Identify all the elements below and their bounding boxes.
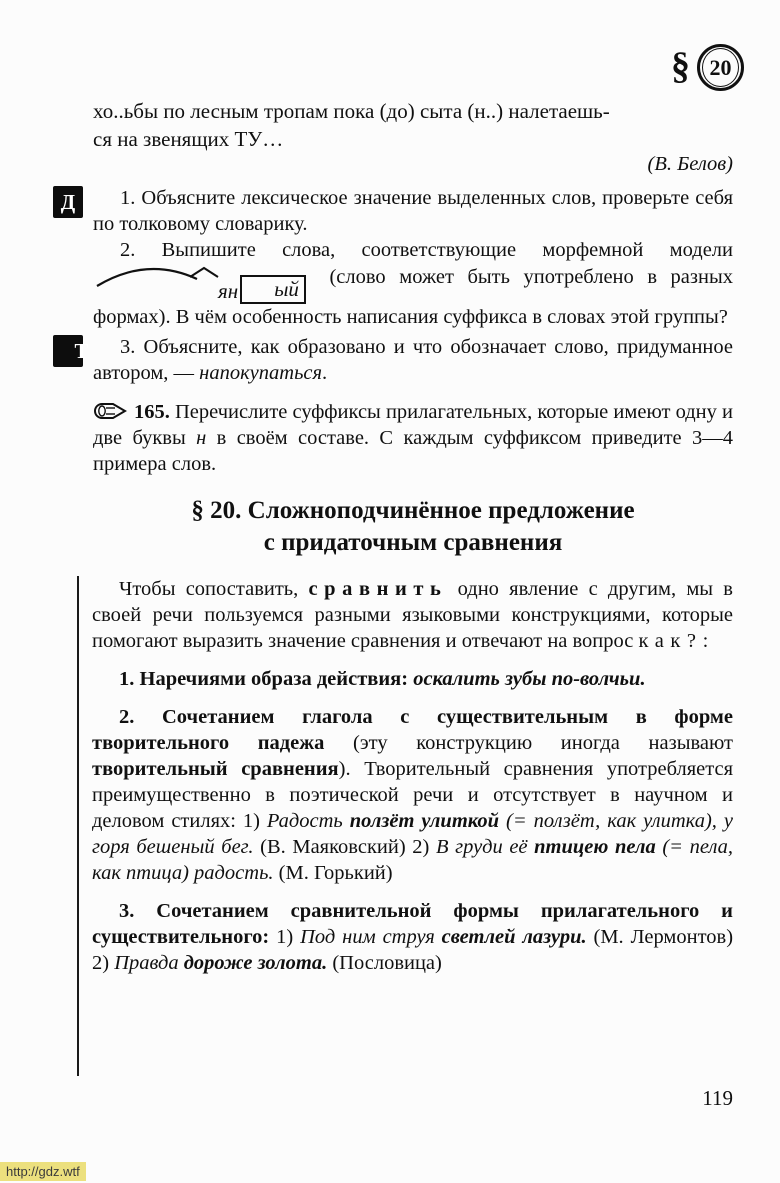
text-run: в своём составе. С каждым суффиксом приведите 3—4 примера слов. <box>93 427 733 475</box>
text-run: дороже золота. <box>183 951 328 974</box>
text-run: Чтобы сопоставить, <box>119 577 309 600</box>
task-2-text-before: 2. Выпишите слова, соответствующие морфемной модели <box>120 239 733 261</box>
task-2 <box>93 237 733 330</box>
text-run: Под ним струя <box>300 925 442 948</box>
model-ending-text: ый <box>274 277 299 301</box>
text-run: (эту конструкцию иногда называют <box>353 731 733 754</box>
text-run: н <box>196 427 207 449</box>
text-run: сравнить <box>308 577 448 600</box>
task-3 <box>74 334 733 386</box>
tasks-block <box>60 185 734 386</box>
text-run: ). Творительный сравнения употребляется преимущественно в поэтической речи и отсутствует в научном и деловом стилях: 1) <box>92 757 733 832</box>
dictation-block <box>93 97 733 177</box>
section-number-circle <box>697 44 744 91</box>
text-run: 1. Наречиями образа действия: <box>119 667 414 690</box>
section-heading <box>93 495 733 559</box>
margin-marker-t: Т <box>53 335 83 367</box>
margin-marker-d: Д <box>53 186 83 218</box>
task-2-text-after: (слово может быть употреблено в разных формах). В чём особенность написания суффикса в словах этой группы? <box>93 266 734 328</box>
author-attribution: (В. Белов) <box>647 153 733 175</box>
text-run: (М. Лермонтов) 2) <box>92 925 734 974</box>
exercise-text <box>93 401 733 475</box>
text-run: напокупаться <box>199 362 323 384</box>
text-run: птицею пела <box>534 835 656 858</box>
text-run: 1) <box>276 925 301 948</box>
text-run: . <box>322 362 328 384</box>
text-run: оскалить зубы по-волчьи. <box>413 667 646 690</box>
dictation-line: хо..ьбы по лесным тропам пока (до) сыта (н..) налетаешь- <box>93 99 610 123</box>
text-run: ползёт улиткой <box>349 809 500 832</box>
text-run: 3. Сочетанием сравнительной формы прилагательного и существительного: <box>92 899 733 948</box>
text-run: (= ползёт, как улитка), у горя бешеный бег. <box>92 809 733 858</box>
model-suffix-text: ян <box>218 279 239 303</box>
text-run: светлей лазури. <box>441 925 587 948</box>
watermark-link[interactable]: http://gdz.wtf <box>0 1162 86 1181</box>
dictation-line: ся на звенящих ТУ… <box>93 127 284 151</box>
page-column <box>60 97 734 1111</box>
exercise-165 <box>93 399 733 477</box>
theory-item-1 <box>92 666 733 692</box>
text-run: как? <box>638 629 703 652</box>
task-1: 1. Объясните лексическое значение выделенных слов, проверьте себя по толковому словарику. <box>93 187 733 235</box>
task-3-text <box>93 336 733 384</box>
root-arc-icon <box>95 264 199 288</box>
section-number: 20 <box>702 48 739 87</box>
section-badge <box>671 44 744 91</box>
text-run: Перечислите суффиксы прилагательных, которые имеют одну и две буквы <box>93 401 733 449</box>
paragraph-sign: § <box>671 44 690 87</box>
suffix-caret-icon <box>188 266 220 278</box>
model-ending-box <box>240 275 306 304</box>
pen-icon <box>93 402 127 420</box>
text-run: (В. Маяковский) 2) <box>260 835 436 858</box>
text-run: 2. Сочетанием глагола с существительным в форме творительного падежа <box>92 705 733 754</box>
text-run: творительный сравнения <box>92 757 339 780</box>
theory-block <box>77 576 733 1076</box>
section-heading-line2: с придаточным сравнения <box>263 529 563 556</box>
morpheme-model <box>95 263 306 304</box>
text-run: (М. Горький) <box>278 861 393 884</box>
section-heading-line1: § 20. Сложноподчинённое предложение <box>191 497 635 524</box>
text-run: : <box>702 629 709 652</box>
text-run: одно явление с другим, мы в своей речи пользуемся разными языковыми конструкциями, которые помогают выразить значение сравнения и отвечают на вопрос <box>92 577 733 652</box>
text-run: Радость <box>266 809 350 832</box>
theory-intro <box>92 576 733 654</box>
text-run: (Пословица) <box>327 951 442 974</box>
text-run: Правда <box>114 951 184 974</box>
exercise-number: 165. <box>134 401 170 423</box>
theory-item-3 <box>92 898 733 976</box>
text-run: В груди её <box>435 835 535 858</box>
page-number: 119 <box>702 1085 733 1110</box>
theory-item-2 <box>92 704 733 886</box>
text-run: (= пела, как птица) радость. <box>92 835 734 884</box>
model-suffix <box>191 263 238 304</box>
text-run: 3. Объясните, как образовано и что обозначает слово, придуманное автором, — <box>93 336 733 384</box>
